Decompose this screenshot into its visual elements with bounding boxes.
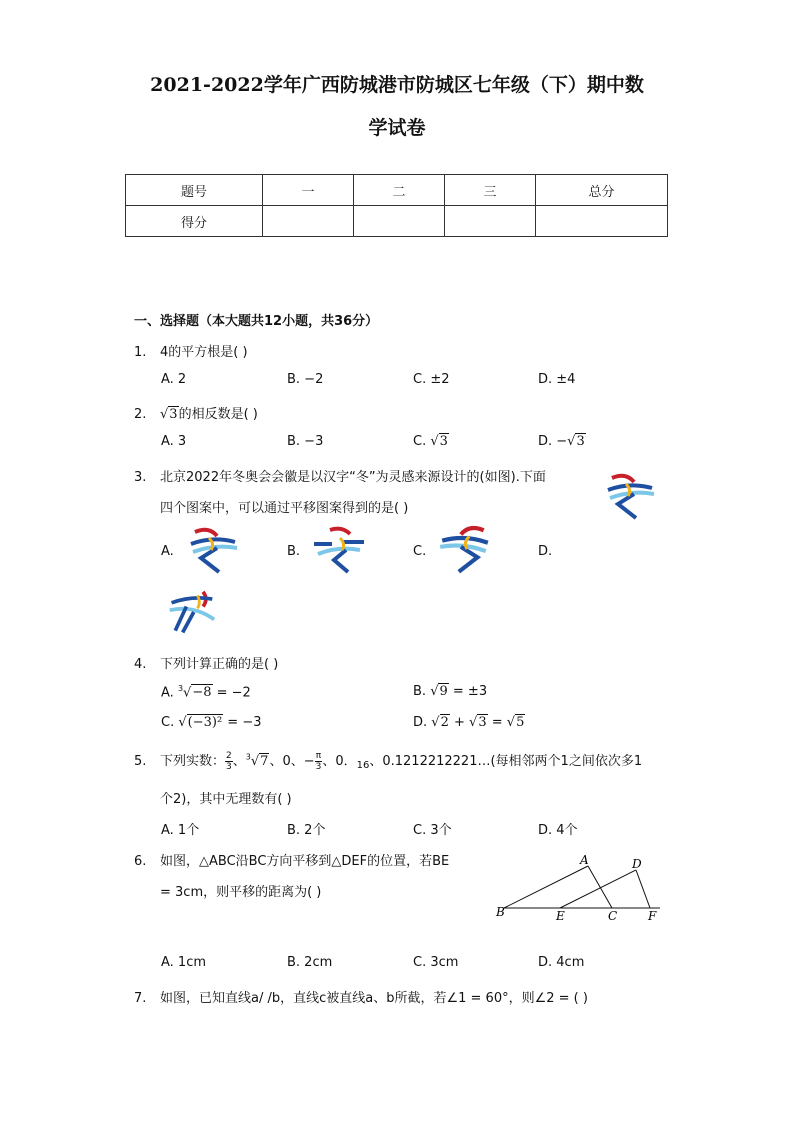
q4-option-d[interactable]: D. √2 + √3 = √5: [413, 715, 525, 730]
root-radicand: 2: [440, 715, 449, 730]
question-stem: 4的平方根是( ): [160, 345, 248, 360]
question-2: 2. √3的相反数是( ): [134, 407, 258, 422]
option-label: C.: [413, 434, 427, 449]
question-5-line2: 个2)，其中无理数有( ): [160, 792, 292, 807]
question-stem: 下列计算正确的是( ): [160, 657, 279, 672]
question-3-line1: [134, 466, 546, 485]
question-1: [134, 341, 248, 360]
root-radicand: −8: [192, 685, 212, 701]
fraction-two-thirds: $\frac{2}{3}$: [226, 751, 232, 772]
question-7: [134, 987, 588, 1006]
score-table-header-row: [126, 175, 668, 206]
emblem-red-stroke: [612, 476, 634, 482]
emblem-reference-figure: [604, 470, 658, 524]
question-stem: 如图，已知直线a/ /b，直线c被直线a、b所截，若∠1 = 60°，则∠2 = ( ): [160, 991, 588, 1006]
triangle-translation-figure: [492, 850, 672, 922]
q1-option-c[interactable]: C. ±2: [413, 372, 450, 387]
score-cell-2[interactable]: [354, 206, 445, 237]
equals-sign: =: [487, 715, 507, 730]
root-radicand: 3: [478, 715, 487, 730]
score-cell-total[interactable]: [536, 206, 668, 237]
page-title-line1: 2021-2022学年广西防城港市防城区七年级（下）期中数: [150, 74, 644, 96]
question-number: 5.: [134, 754, 147, 769]
root-radicand: (−3)²: [187, 715, 223, 730]
question-number: 1.: [134, 345, 147, 360]
label-f: F: [648, 909, 657, 922]
q1-option-a[interactable]: A. 2: [161, 372, 187, 387]
segment-ed: [560, 870, 636, 908]
q3-option-b-figure: [310, 524, 368, 578]
question-number: 7.: [134, 991, 147, 1006]
question-number: 6.: [134, 854, 147, 869]
option-label: A.: [161, 685, 174, 701]
q4-option-c[interactable]: C. √(−3)² = −3: [161, 715, 262, 730]
emblem-ribbon-stroke: [618, 494, 636, 518]
q3-option-c-figure: [436, 522, 492, 578]
q2-option-c[interactable]: C. √3: [413, 434, 448, 449]
stem-prefix: 下列实数：: [160, 754, 226, 769]
section-heading: 一、选择题（本大题共12小题，共36分）: [134, 314, 379, 329]
label-a: A: [580, 853, 589, 867]
label-b: B: [496, 905, 505, 919]
question-stem: 如图，△ABC沿BC方向平移到△DEF的位置，若BE: [160, 854, 450, 869]
segment-ac: [588, 866, 612, 908]
q6-option-d[interactable]: D. 4cm: [538, 955, 585, 970]
q1-option-d[interactable]: D. ±4: [538, 372, 576, 387]
q3-option-a-figure: [186, 524, 242, 578]
header-cell-part-3: 三: [445, 175, 536, 206]
question-number: 2.: [134, 407, 147, 422]
q3-option-c[interactable]: C.: [413, 544, 427, 559]
q5-option-b[interactable]: B. 2个: [287, 823, 326, 838]
score-table-score-row: [126, 206, 668, 237]
score-cell-3[interactable]: [445, 206, 536, 237]
root-radicand: 9: [439, 684, 448, 699]
question-number: 3.: [134, 470, 147, 485]
question-6-line1: [134, 850, 449, 869]
q3-option-b[interactable]: B.: [287, 544, 301, 559]
q6-option-b[interactable]: B. 2cm: [287, 955, 333, 970]
option-rest: = −3: [223, 715, 262, 730]
segment-df: [636, 870, 650, 908]
option-rest: = ±3: [448, 684, 488, 699]
option-rest: = −2: [212, 685, 251, 701]
q5-option-c[interactable]: C. 3个: [413, 823, 452, 838]
root-index: 3: [177, 684, 184, 693]
question-6-line2: = 3cm，则平移的距离为( ): [160, 885, 322, 900]
sqrt-radicand: 3: [169, 407, 178, 422]
sqrt-radicand: 3: [439, 434, 448, 449]
segment-ba: [504, 866, 588, 908]
header-cell-total: 总分: [536, 175, 668, 206]
score-cell-1[interactable]: [263, 206, 354, 237]
option-label: B.: [413, 684, 427, 699]
question-stem: 的相反数是( ): [178, 407, 258, 422]
q2-option-a[interactable]: A. 3: [161, 434, 187, 449]
option-label: D.: [413, 715, 428, 730]
page-title-line2: 学试卷: [368, 117, 426, 139]
q3-option-d-figure: [164, 588, 218, 638]
root-radicand: 5: [516, 715, 525, 730]
question-5-line1: 5. 下列实数： $\frac{2}{3}$ 、$^3$√7、0、− $\frac{\pi}{3}$ 、0．$_{16}$、0.1212212221…(每相邻两个1之间依次多1: [134, 751, 643, 772]
q3-option-d[interactable]: D.: [538, 544, 553, 559]
q5-option-a[interactable]: A. 1个: [161, 823, 200, 838]
header-cell-part-1: 一: [263, 175, 354, 206]
label-c: C: [608, 909, 618, 922]
plus-sign: +: [449, 715, 470, 730]
option-label: C.: [161, 715, 175, 730]
q2-option-d[interactable]: D. −√3: [538, 434, 585, 449]
question-number: 4.: [134, 657, 147, 672]
q4-option-a[interactable]: A. $^3$√−8 = −2: [161, 684, 251, 701]
q6-option-a[interactable]: A. 1cm: [161, 955, 207, 970]
q5-option-d[interactable]: D. 4个: [538, 823, 578, 838]
header-cell-question-no: 题号: [126, 175, 263, 206]
question-4: [134, 653, 278, 672]
sqrt-radicand: 3: [576, 434, 585, 449]
score-table: [125, 174, 668, 237]
label-e: E: [556, 909, 565, 922]
q3-option-a[interactable]: A.: [161, 544, 174, 559]
label-d: D: [632, 857, 642, 871]
q6-option-c[interactable]: C. 3cm: [413, 955, 459, 970]
question-3-line2: 四个图案中，可以通过平移图案得到的是( ): [160, 501, 409, 516]
row-label-score: 得分: [126, 206, 263, 237]
option-label: D. −: [538, 434, 568, 449]
header-cell-part-2: 二: [354, 175, 445, 206]
root-radicand: 7: [260, 754, 269, 769]
q1-option-b[interactable]: B. −2: [287, 372, 324, 387]
q2-option-b[interactable]: B. −3: [287, 434, 324, 449]
fraction-pi-thirds: $\frac{\pi}{3}$: [315, 751, 322, 772]
q4-option-b[interactable]: B. √9 = ±3: [413, 684, 488, 699]
repeating-decimal: 16: [356, 760, 370, 771]
question-stem: 北京2022年冬奥会会徽是以汉字“冬”为灵感来源设计的(如图).下面: [160, 470, 546, 485]
root-index: 3: [245, 752, 251, 762]
